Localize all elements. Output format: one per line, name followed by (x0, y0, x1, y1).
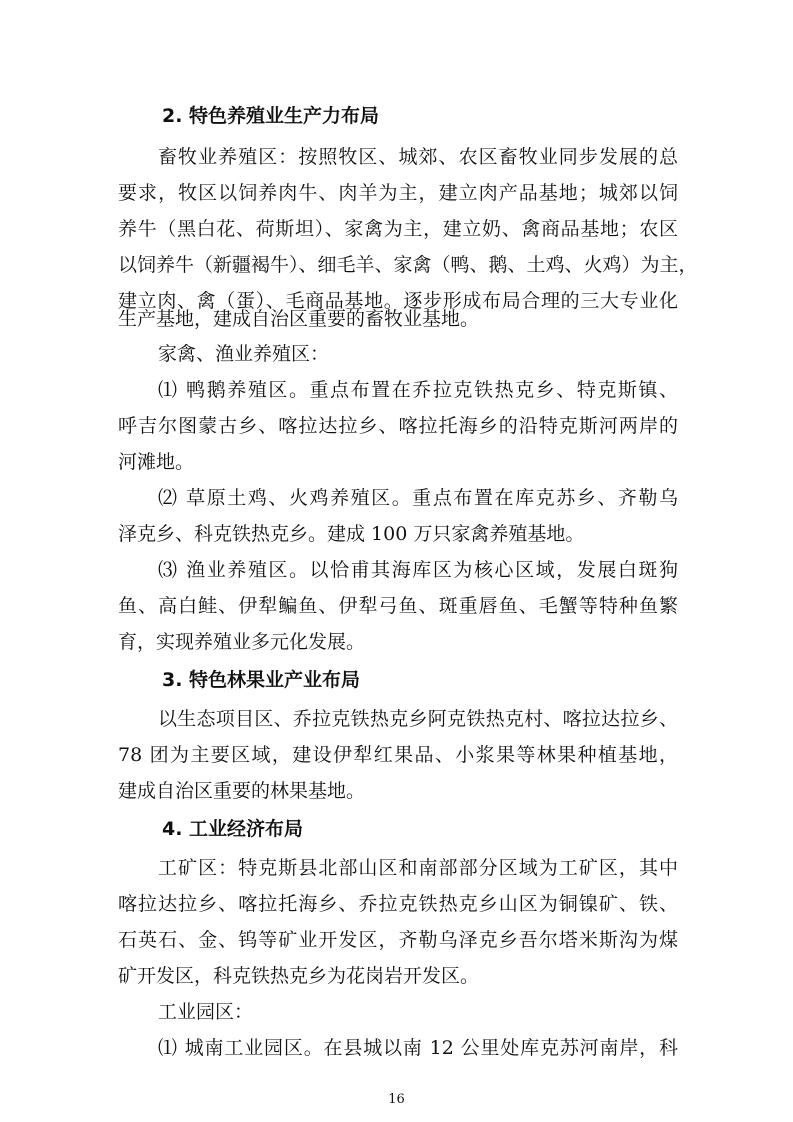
paragraph-line: 家禽、渔业养殖区： (158, 343, 330, 365)
paragraph-line: 以生态项目区、乔拉克铁热克乡阿克铁热克村、喀拉达拉乡、 (158, 708, 678, 730)
paragraph-line: 鱼、高白鲑、伊犁鳊鱼、伊犁弓鱼、斑重唇鱼、毛蟹等特种鱼繁 (118, 595, 678, 617)
paragraph-line: 78 团为主要区域，建设伊犁红果品、小浆果等林果种植基地， (118, 744, 678, 766)
paragraph-line: ⑶ 渔业养殖区。以恰甫其海库区为核心区域，发展白斑狗 (158, 559, 678, 581)
paragraph-line: 泽克乡、科克铁热克乡。建成 100 万只家禽养殖基地。 (118, 523, 585, 545)
section-heading-2: 2. 特色养殖业生产力布局 (162, 105, 380, 127)
paragraph-line: 石英石、金、钨等矿业开发区，齐勒乌泽克乡吾尔塔米斯沟为煤 (118, 929, 678, 951)
paragraph-line: ⑵ 草原土鸡、火鸡养殖区。重点布置在库克苏乡、齐勒乌 (158, 487, 678, 509)
paragraph-line: 矿开发区，科克铁热克乡为花岗岩开发区。 (118, 965, 480, 987)
paragraph-line: ⑴ 城南工业园区。在县城以南 12 公里处库克苏河南岸，科 (158, 1037, 678, 1059)
page-number: 16 (388, 1092, 405, 1107)
section-heading-3: 3. 特色林果业产业布局 (162, 669, 361, 691)
paragraph-line: 生产基地，建成自治区重要的畜牧业基地。 (118, 308, 480, 330)
paragraph-line: 养牛（黑白花、荷斯坦）、家禽为主，建立奶、禽商品基地；农区 (118, 218, 678, 240)
paragraph-line: ⑴ 鸭鹅养殖区。重点布置在乔拉克铁热克乡、特克斯镇、 (158, 379, 678, 401)
paragraph-line: 河滩地。 (118, 451, 195, 473)
paragraph-line: 要求，牧区以饲养肉牛、肉羊为主，建立肉产品基地；城郊以饲 (118, 182, 678, 204)
section-heading-4: 4. 工业经济布局 (162, 818, 304, 840)
paragraph-line: 建成自治区重要的林果基地。 (118, 780, 366, 802)
paragraph-line: 以饲养牛（新疆褐牛）、细毛羊、家禽（鸭、鹅、土鸡、火鸡）为主， (118, 254, 698, 276)
paragraph-line: 育，实现养殖业多元化发展。 (118, 631, 366, 653)
paragraph-line: 工业园区： (158, 1001, 254, 1023)
paragraph-line: 建立肉、禽（蛋）、毛商品基地。逐步形成布局合理的三大专业化 (118, 290, 678, 312)
paragraph-line: 喀拉达拉乡、喀拉托海乡、乔拉克铁热克乡山区为铜镍矿、铁、 (118, 893, 678, 915)
paragraph-line: 呼吉尔图蒙古乡、喀拉达拉乡、喀拉托海乡的沿特克斯河两岸的 (118, 415, 678, 437)
paragraph-line: 工矿区：特克斯县北部山区和南部部分区域为工矿区，其中 (158, 857, 678, 879)
paragraph-line: 畜牧业养殖区：按照牧区、城郊、农区畜牧业同步发展的总 (158, 146, 678, 168)
